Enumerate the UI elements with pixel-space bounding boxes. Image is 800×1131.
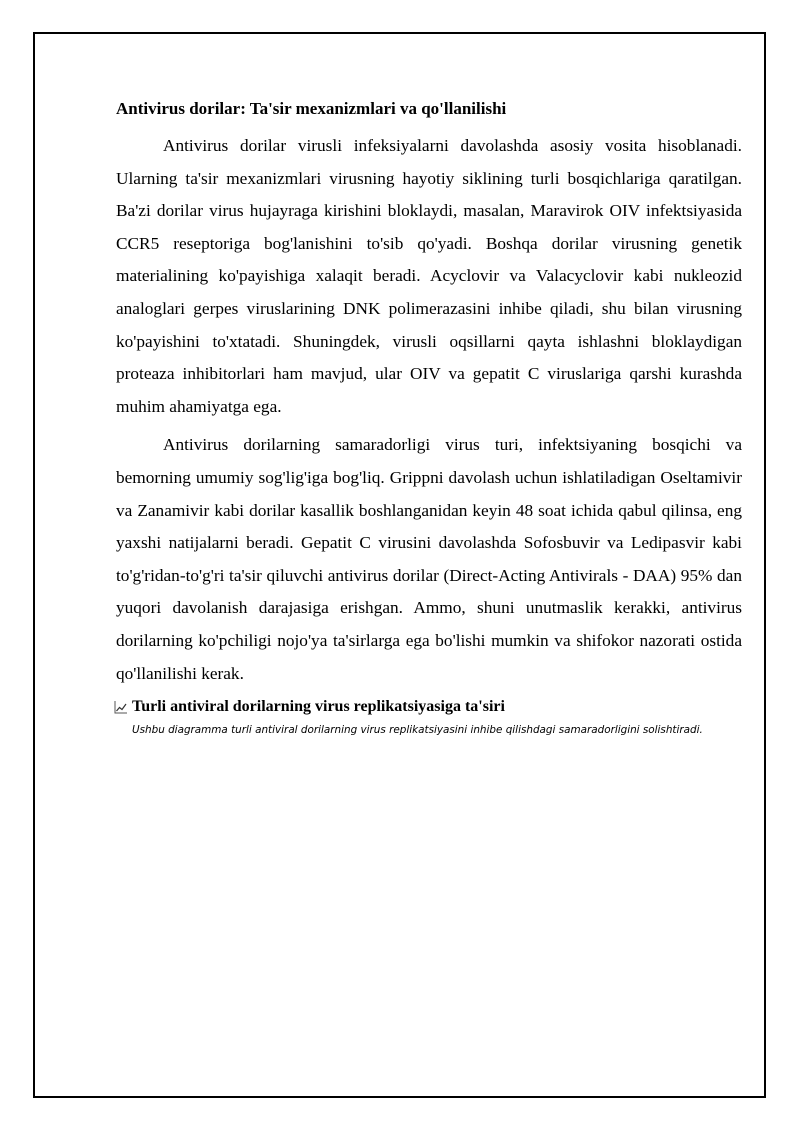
document-body (116, 98, 742, 737)
document-title: Antivirus dorilar: Ta'sir mexanizmlari va qo'llanilishi (116, 99, 507, 118)
chart-section-heading (114, 697, 742, 717)
chart-icon (114, 700, 128, 714)
chart-caption: Ushbu diagramma turli antiviral dorilarning virus replikatsiyasini inhibe qilishdagi samaradorligini solishtiradi. (132, 724, 703, 737)
chart-section-title: Turli antiviral dorilarning virus replikatsiyasiga ta'siri (132, 698, 505, 716)
paragraph-mechanisms: Antivirus dorilar virusli infeksiyalarni davolashda asosiy vosita hisoblanadi. Ularning ta'sir mexanizmlari virusning hayotiy siklining turli bosqichlariga qaratilgan. Ba'zi dorilar virus hujayraga kirishini bloklaydi, masalan, Maravirok OIV infektsiyasida CCR5 reseptoriga bog'lanishini to'sib qo'yadi. Boshqa dorilar virusning genetik materialining ko'payishiga xalaqit beradi. Acyclovir va Valacyclovir kabi nukleozid analoglari gerpes viruslarining DNK polimerazasini inhibe qiladi, shu bilan virusning ko'payishini to'xtatadi. Shuningdek, virusli oqsillarni qayta ishlashni bloklaydigan proteaza inhibitorlari ham mavjud, ular OIV va gepatit C viruslariga qarshi kurashda muhim ahamiyatga ega. (116, 136, 742, 416)
paragraph-effectiveness: Antivirus dorilarning samaradorligi virus turi, infektsiyaning bosqichi va bemorning umumiy sog'lig'iga bog'liq. Grippni davolash uchun ishlatiladigan Oseltamivir va Zanamivir kabi dorilar kasallik boshlanganidan keyin 48 soat ichida qabul qilinsa, eng yaxshi natijalarni beradi. Gepatit C virusini davolashda Sofosbuvir va Ledipasvir kabi to'g'ridan-to'g'ri ta'sir qiluvchi antivirus dorilar (Direct-Acting Antivirals - DAA) 95% dan yuqori davolanish darajasiga erishgan. Ammo, shuni unutmaslik kerakki, antivirus dorilarning ko'pchiligi nojo'ya ta'sirlarga ega bo'lishi mumkin va shifokor nazorati ostida qo'llanilishi kerak. (116, 435, 742, 683)
